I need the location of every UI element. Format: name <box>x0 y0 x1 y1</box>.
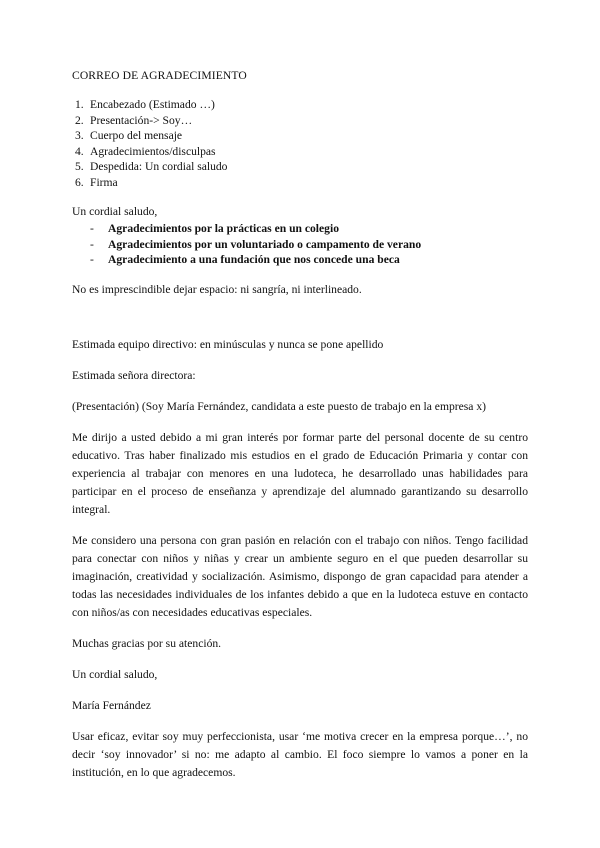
examples-list <box>72 221 528 268</box>
example-item: - Agradecimiento a una fundación que nos concede una beca <box>90 252 528 268</box>
list-item-text: Encabezado (Estimado …) <box>90 98 215 111</box>
salutation: Estimada señora directora: <box>72 368 196 382</box>
thanks-line: Muchas gracias por su atención. <box>72 636 222 650</box>
body-paragraph-1: Me dirijo a usted debido a mi gran interés por formar parte del personal docente de su centro educativo. Tras haber finalizado mis estudios en el grado de Educación Primaria y contar con experiencia al trabajar con menores en una ludoteca, he desarrollado unas habilidades para participar en el proceso de enseñanza y aprendizaje del alumnado garantizando su desarrollo integral. <box>72 430 528 516</box>
list-item-text: Presentación-> Soy… <box>90 113 193 127</box>
list-item <box>72 175 528 191</box>
tips-paragraph: Usar eficaz, evitar soy muy perfeccionista, usar ‘me motiva crecer en la empresa porque…’, no decir ‘soy innovador’ si no: me adapto al cambio. El foco siempre lo vamos a poner en la institución, en lo que agradecemos. <box>72 729 528 779</box>
email-structure-list <box>72 97 528 190</box>
list-item <box>72 97 528 113</box>
signature: María Fernández <box>72 698 151 712</box>
list-item <box>72 113 528 129</box>
list-item-text: Despedida: Un cordial saludo <box>90 160 228 173</box>
example-item: - Agradecimientos por un voluntariado o campamento de verano <box>90 237 528 253</box>
list-item-text: Agradecimientos/disculpas <box>90 144 216 158</box>
list-item <box>72 144 528 160</box>
body-paragraph-2: Me considero una persona con gran pasión en relación con el trabajo con niños. Tengo facilidad para conectar con niños y niñas y crear un ambiente seguro en el que pueden desarrollar su imaginación, creatividad y socialización. Asimismo, dispongo de gran capacidad para atender a todas las necesidades individuales de los infantes debido a que en la ludoteca estuve en contacto con niños/as con necesidades educativas especiales. <box>72 533 528 619</box>
closing-line: Un cordial saludo, <box>72 667 158 681</box>
list-number: 6. <box>75 175 84 189</box>
list-item-text: Firma <box>90 175 118 189</box>
list-number: 4. <box>75 144 84 158</box>
presentation-note: (Presentación) (Soy María Fernández, candidata a este puesto de trabajo en la empresa x) <box>72 399 486 413</box>
list-item <box>72 128 528 144</box>
list-number: 1. <box>75 98 84 111</box>
note-spacing: No es imprescindible dejar espacio: ni sangría, ni interlineado. <box>72 282 362 296</box>
document-title: CORREO DE AGRADECIMIENTO <box>72 69 247 82</box>
example-item: - Agradecimientos por la prácticas en un colegio <box>90 221 528 237</box>
list-number: 2. <box>75 113 84 127</box>
list-number: 5. <box>75 160 84 173</box>
list-item-text: Cuerpo del mensaje <box>90 129 183 142</box>
list-number: 3. <box>75 129 84 142</box>
note-salutation: Estimada equipo directivo: en minúsculas y nunca se pone apellido <box>72 337 384 351</box>
greeting-intro: Un cordial saludo, <box>72 205 158 218</box>
list-item <box>72 159 528 175</box>
